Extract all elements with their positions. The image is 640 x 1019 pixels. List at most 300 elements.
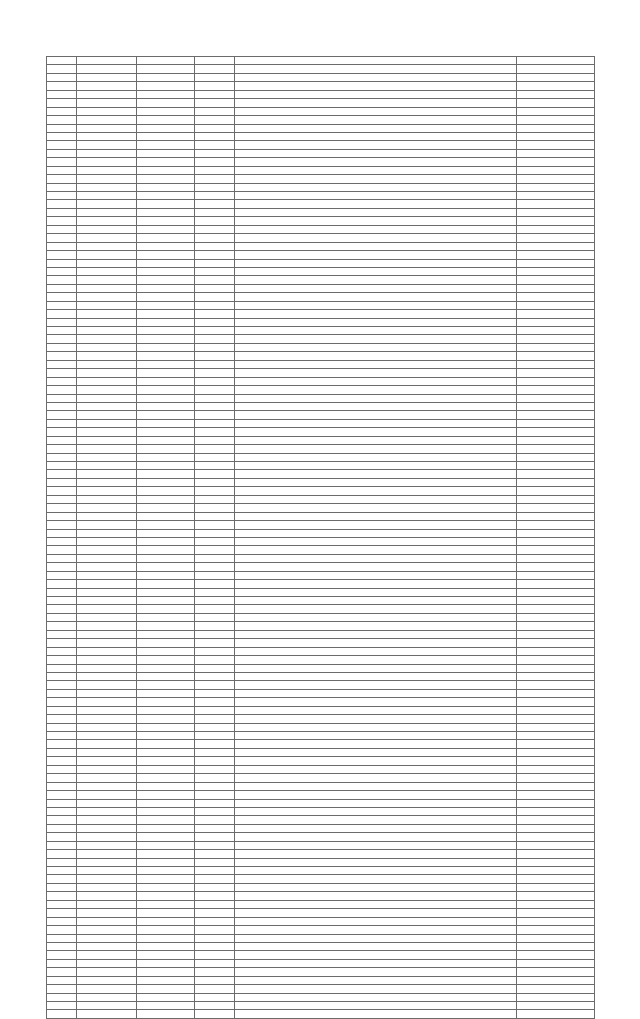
cadastral-number-cell [77, 394, 137, 402]
row-id-cell [47, 445, 77, 453]
table-row [47, 546, 595, 554]
row-id-cell [47, 132, 77, 140]
address-cell [235, 242, 517, 250]
cadastral-number-cell [77, 976, 137, 984]
amount-cell [517, 639, 595, 647]
row-id-cell [47, 141, 77, 149]
table-row [47, 175, 595, 183]
address-cell [235, 521, 517, 529]
cadastral-number-cell [77, 757, 137, 765]
address-cell [235, 445, 517, 453]
municipality-type-cell [195, 799, 235, 807]
district-cell [137, 217, 195, 225]
municipality-type-cell [195, 875, 235, 883]
municipality-type-cell [195, 672, 235, 680]
amount-cell [517, 985, 595, 993]
address-cell [235, 537, 517, 545]
municipality-type-cell [195, 352, 235, 360]
row-id-cell [47, 942, 77, 950]
cadastral-number-cell [77, 1010, 137, 1018]
table-row [47, 217, 595, 225]
district-cell [137, 386, 195, 394]
district-cell [137, 208, 195, 216]
cadastral-number-cell [77, 175, 137, 183]
municipality-type-cell [195, 377, 235, 385]
cadastral-number-cell [77, 470, 137, 478]
row-id-cell [47, 537, 77, 545]
cadastral-number-cell [77, 791, 137, 799]
table-row [47, 942, 595, 950]
district-cell [137, 917, 195, 925]
table-row [47, 360, 595, 368]
address-cell [235, 462, 517, 470]
cadastral-number-cell [77, 149, 137, 157]
municipality-type-cell [195, 436, 235, 444]
cadastral-number-cell [77, 748, 137, 756]
municipality-type-cell [195, 748, 235, 756]
district-cell [137, 73, 195, 81]
municipality-type-cell [195, 757, 235, 765]
address-cell [235, 917, 517, 925]
address-cell [235, 689, 517, 697]
address-cell [235, 234, 517, 242]
municipality-type-cell [195, 259, 235, 267]
cadastral-number-cell [77, 909, 137, 917]
district-cell [137, 495, 195, 503]
municipality-type-cell [195, 715, 235, 723]
table-row [47, 909, 595, 917]
address-cell [235, 723, 517, 731]
district-cell [137, 276, 195, 284]
municipality-type-cell [195, 563, 235, 571]
cadastral-number-cell [77, 293, 137, 301]
row-id-cell [47, 183, 77, 191]
municipality-type-cell [195, 327, 235, 335]
cadastral-number-cell [77, 605, 137, 613]
row-id-cell [47, 715, 77, 723]
amount-cell [517, 917, 595, 925]
municipality-type-cell [195, 335, 235, 343]
address-cell [235, 639, 517, 647]
district-cell [137, 588, 195, 596]
municipality-type-cell [195, 656, 235, 664]
district-cell [137, 816, 195, 824]
cadastral-number-cell [77, 411, 137, 419]
row-id-cell [47, 867, 77, 875]
address-cell [235, 605, 517, 613]
amount-cell [517, 124, 595, 132]
address-cell [235, 175, 517, 183]
cadastral-number-cell [77, 613, 137, 621]
municipality-type-cell [195, 597, 235, 605]
table-row [47, 537, 595, 545]
district-cell [137, 1010, 195, 1018]
address-cell [235, 310, 517, 318]
municipality-type-cell [195, 521, 235, 529]
amount-cell [517, 951, 595, 959]
address-cell [235, 259, 517, 267]
district-cell [137, 166, 195, 174]
row-id-cell [47, 909, 77, 917]
row-id-cell [47, 529, 77, 537]
municipality-type-cell [195, 554, 235, 562]
address-cell [235, 192, 517, 200]
row-id-cell [47, 318, 77, 326]
table-row [47, 394, 595, 402]
district-cell [137, 284, 195, 292]
cadastral-number-cell [77, 343, 137, 351]
table-row [47, 698, 595, 706]
row-id-cell [47, 301, 77, 309]
address-cell [235, 276, 517, 284]
district-cell [137, 681, 195, 689]
district-cell [137, 715, 195, 723]
table-row [47, 529, 595, 537]
table-row [47, 807, 595, 815]
table-row [47, 192, 595, 200]
amount-cell [517, 875, 595, 883]
amount-cell [517, 386, 595, 394]
cadastral-number-cell [77, 99, 137, 107]
cadastral-number-cell [77, 723, 137, 731]
address-cell [235, 200, 517, 208]
municipality-type-cell [195, 605, 235, 613]
amount-cell [517, 807, 595, 815]
municipality-type-cell [195, 689, 235, 697]
municipality-type-cell [195, 580, 235, 588]
table-row [47, 402, 595, 410]
municipality-type-cell [195, 99, 235, 107]
table-row [47, 774, 595, 782]
municipality-type-cell [195, 124, 235, 132]
cadastral-number-cell [77, 318, 137, 326]
district-cell [137, 850, 195, 858]
address-cell [235, 90, 517, 98]
table-row [47, 419, 595, 427]
municipality-type-cell [195, 959, 235, 967]
amount-cell [517, 73, 595, 81]
amount-cell [517, 732, 595, 740]
district-cell [137, 419, 195, 427]
row-id-cell [47, 65, 77, 73]
district-cell [137, 605, 195, 613]
district-cell [137, 149, 195, 157]
municipality-type-cell [195, 419, 235, 427]
amount-cell [517, 132, 595, 140]
amount-cell [517, 495, 595, 503]
amount-cell [517, 419, 595, 427]
address-cell [235, 706, 517, 714]
row-id-cell [47, 512, 77, 520]
municipality-type-cell [195, 267, 235, 275]
address-cell [235, 757, 517, 765]
row-id-cell [47, 99, 77, 107]
table-row [47, 639, 595, 647]
table-row [47, 841, 595, 849]
cadastral-number-cell [77, 276, 137, 284]
district-cell [137, 234, 195, 242]
amount-cell [517, 537, 595, 545]
amount-cell [517, 166, 595, 174]
row-id-cell [47, 284, 77, 292]
amount-cell [517, 993, 595, 1001]
cadastral-number-cell [77, 698, 137, 706]
table-row [47, 318, 595, 326]
address-cell [235, 512, 517, 520]
table-row [47, 276, 595, 284]
address-cell [235, 622, 517, 630]
table-row [47, 1010, 595, 1018]
table-row [47, 462, 595, 470]
district-cell [137, 65, 195, 73]
municipality-type-cell [195, 740, 235, 748]
table-row [47, 411, 595, 419]
municipality-type-cell [195, 82, 235, 90]
property-table [46, 56, 595, 1019]
address-cell [235, 681, 517, 689]
address-cell [235, 934, 517, 942]
table-row [47, 580, 595, 588]
table-row [47, 166, 595, 174]
cadastral-number-cell [77, 774, 137, 782]
district-cell [137, 613, 195, 621]
cadastral-number-cell [77, 310, 137, 318]
row-id-cell [47, 993, 77, 1001]
table-row [47, 369, 595, 377]
row-id-cell [47, 107, 77, 115]
row-id-cell [47, 124, 77, 132]
district-cell [137, 242, 195, 250]
cadastral-number-cell [77, 419, 137, 427]
table-row [47, 495, 595, 503]
municipality-type-cell [195, 251, 235, 259]
amount-cell [517, 715, 595, 723]
municipality-type-cell [195, 892, 235, 900]
amount-cell [517, 141, 595, 149]
address-cell [235, 816, 517, 824]
amount-cell [517, 251, 595, 259]
cadastral-number-cell [77, 993, 137, 1001]
amount-cell [517, 192, 595, 200]
row-id-cell [47, 959, 77, 967]
cadastral-number-cell [77, 192, 137, 200]
amount-cell [517, 402, 595, 410]
district-cell [137, 664, 195, 672]
cadastral-number-cell [77, 765, 137, 773]
row-id-cell [47, 73, 77, 81]
district-cell [137, 352, 195, 360]
municipality-type-cell [195, 934, 235, 942]
district-cell [137, 175, 195, 183]
address-cell [235, 132, 517, 140]
amount-cell [517, 858, 595, 866]
table-row [47, 715, 595, 723]
municipality-type-cell [195, 242, 235, 250]
cadastral-number-cell [77, 158, 137, 166]
row-id-cell [47, 816, 77, 824]
row-id-cell [47, 968, 77, 976]
amount-cell [517, 208, 595, 216]
cadastral-number-cell [77, 850, 137, 858]
address-cell [235, 698, 517, 706]
address-cell [235, 327, 517, 335]
municipality-type-cell [195, 90, 235, 98]
table-row [47, 90, 595, 98]
amount-cell [517, 512, 595, 520]
municipality-type-cell [195, 850, 235, 858]
cadastral-number-cell [77, 428, 137, 436]
district-cell [137, 656, 195, 664]
address-cell [235, 183, 517, 191]
district-cell [137, 841, 195, 849]
amount-cell [517, 276, 595, 284]
cadastral-number-cell [77, 73, 137, 81]
cadastral-number-cell [77, 462, 137, 470]
address-cell [235, 892, 517, 900]
table-row [47, 824, 595, 832]
cadastral-number-cell [77, 225, 137, 233]
table-row [47, 799, 595, 807]
municipality-type-cell [195, 816, 235, 824]
cadastral-number-cell [77, 934, 137, 942]
address-cell [235, 65, 517, 73]
municipality-type-cell [195, 968, 235, 976]
amount-cell [517, 1010, 595, 1018]
row-id-cell [47, 605, 77, 613]
table-row [47, 816, 595, 824]
row-id-cell [47, 175, 77, 183]
row-id-cell [47, 259, 77, 267]
municipality-type-cell [195, 833, 235, 841]
municipality-type-cell [195, 369, 235, 377]
district-cell [137, 630, 195, 638]
district-cell [137, 251, 195, 259]
address-cell [235, 993, 517, 1001]
address-cell [235, 293, 517, 301]
amount-cell [517, 554, 595, 562]
cadastral-number-cell [77, 1002, 137, 1010]
address-cell [235, 647, 517, 655]
amount-cell [517, 630, 595, 638]
amount-cell [517, 816, 595, 824]
table-row [47, 867, 595, 875]
municipality-type-cell [195, 453, 235, 461]
table-row [47, 833, 595, 841]
municipality-type-cell [195, 546, 235, 554]
address-cell [235, 597, 517, 605]
amount-cell [517, 436, 595, 444]
address-cell [235, 352, 517, 360]
address-cell [235, 563, 517, 571]
municipality-type-cell [195, 588, 235, 596]
amount-cell [517, 183, 595, 191]
cadastral-number-cell [77, 588, 137, 596]
table-row [47, 284, 595, 292]
row-id-cell [47, 521, 77, 529]
row-id-cell [47, 208, 77, 216]
amount-cell [517, 748, 595, 756]
table-row [47, 959, 595, 967]
address-cell [235, 740, 517, 748]
cadastral-number-cell [77, 656, 137, 664]
address-cell [235, 715, 517, 723]
amount-cell [517, 867, 595, 875]
row-id-cell [47, 774, 77, 782]
cadastral-number-cell [77, 82, 137, 90]
cadastral-number-cell [77, 841, 137, 849]
table-row [47, 478, 595, 486]
address-cell [235, 824, 517, 832]
district-cell [137, 116, 195, 124]
municipality-type-cell [195, 723, 235, 731]
row-id-cell [47, 900, 77, 908]
address-cell [235, 335, 517, 343]
district-cell [137, 141, 195, 149]
district-cell [137, 563, 195, 571]
cadastral-number-cell [77, 478, 137, 486]
cadastral-number-cell [77, 824, 137, 832]
address-cell [235, 411, 517, 419]
cadastral-number-cell [77, 892, 137, 900]
address-cell [235, 99, 517, 107]
cadastral-number-cell [77, 833, 137, 841]
address-cell [235, 807, 517, 815]
municipality-type-cell [195, 782, 235, 790]
amount-cell [517, 791, 595, 799]
row-id-cell [47, 192, 77, 200]
district-cell [137, 765, 195, 773]
table-row [47, 892, 595, 900]
cadastral-number-cell [77, 715, 137, 723]
cadastral-number-cell [77, 301, 137, 309]
municipality-type-cell [195, 293, 235, 301]
district-cell [137, 402, 195, 410]
district-cell [137, 698, 195, 706]
cadastral-number-cell [77, 65, 137, 73]
cadastral-number-cell [77, 942, 137, 950]
district-cell [137, 377, 195, 385]
address-cell [235, 554, 517, 562]
table-row [47, 428, 595, 436]
table-row [47, 99, 595, 107]
address-cell [235, 909, 517, 917]
row-id-cell [47, 411, 77, 419]
table-row [47, 571, 595, 579]
address-cell [235, 765, 517, 773]
amount-cell [517, 529, 595, 537]
row-id-cell [47, 934, 77, 942]
district-cell [137, 757, 195, 765]
district-cell [137, 259, 195, 267]
district-cell [137, 740, 195, 748]
municipality-type-cell [195, 428, 235, 436]
cadastral-number-cell [77, 327, 137, 335]
district-cell [137, 732, 195, 740]
district-cell [137, 521, 195, 529]
row-id-cell [47, 200, 77, 208]
municipality-type-cell [195, 639, 235, 647]
district-cell [137, 310, 195, 318]
amount-cell [517, 453, 595, 461]
amount-cell [517, 293, 595, 301]
table-row [47, 563, 595, 571]
table-row [47, 65, 595, 73]
amount-cell [517, 521, 595, 529]
amount-cell [517, 740, 595, 748]
cadastral-number-cell [77, 816, 137, 824]
table-row [47, 926, 595, 934]
amount-cell [517, 65, 595, 73]
